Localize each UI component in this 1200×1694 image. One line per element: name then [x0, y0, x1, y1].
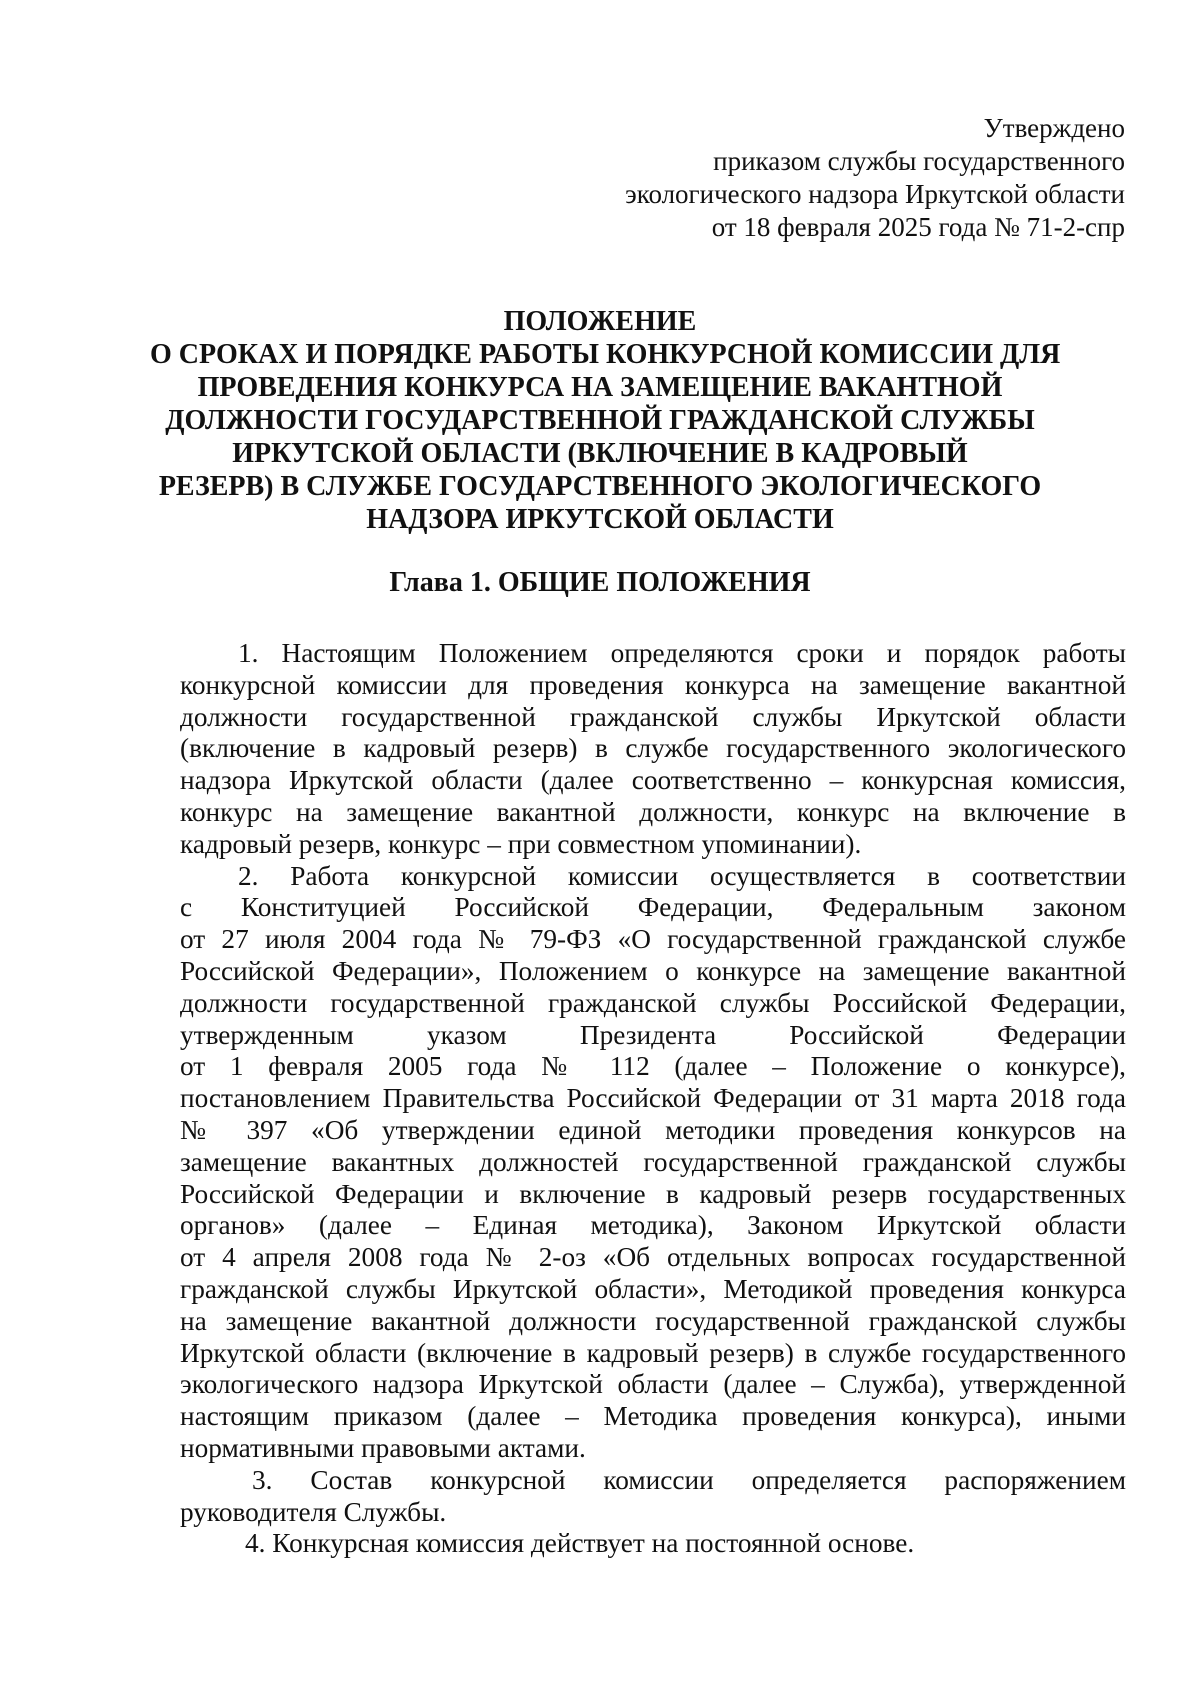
- paragraph-2-line: 2. Работа конкурсной комиссии осуществляется в соответствии: [238, 860, 1126, 891]
- approval-line: экологического надзора Иркутской области: [625, 179, 1125, 209]
- approval-line: приказом службы государственного: [713, 146, 1125, 176]
- paragraph-1-line: конкурс на замещение вакантной должности, конкурс на включение в: [180, 796, 1126, 827]
- paragraph-2-line: нормативными правовыми актами.: [180, 1432, 586, 1463]
- approval-line: Утверждено: [983, 113, 1125, 143]
- chapter-heading: Глава 1. ОБЩИЕ ПОЛОЖЕНИЯ: [389, 567, 811, 598]
- paragraph-3-line: 3. Состав конкурсной комиссии определяется распоряжением: [252, 1464, 1126, 1495]
- paragraph-1-line: надзора Иркутской области (далее соответственно – конкурсная комиссия,: [180, 765, 1126, 796]
- paragraph-1-line: (включение в кадровый резерв) в службе государственного экологического: [180, 733, 1126, 764]
- paragraph-2-line: Иркутской области (включение в кадровый резерв) в службе государственного: [180, 1337, 1126, 1368]
- paragraph-3-line: руководителя Службы.: [180, 1496, 447, 1527]
- paragraph-1-line: 1. Настоящим Положением определяются сроки и порядок работы: [238, 638, 1126, 668]
- paragraph-2-line: утвержденным указом Президента Российской Федерации: [180, 1019, 1126, 1050]
- title-line: ПРОВЕДЕНИЯ КОНКУРСА НА ЗАМЕЩЕНИЕ ВАКАНТНОЙ: [197, 372, 1003, 403]
- title-line: О СРОКАХ И ПОРЯДКЕ РАБОТЫ КОНКУРСНОЙ КОМИССИИ ДЛЯ: [150, 339, 1061, 370]
- approval-stamp: [425, 112, 1125, 244]
- paragraph-2-line: настоящим приказом (далее – Методика проведения конкурса), иными: [180, 1401, 1126, 1432]
- paragraph-2-line: от 1 февраля 2005 года № 112 (далее – Положение о конкурсе),: [180, 1051, 1126, 1082]
- title-line: ДОЛЖНОСТИ ГОСУДАРСТВЕННОЙ ГРАЖДАНСКОЙ СЛУЖБЫ: [165, 405, 1035, 436]
- paragraph-2-line: от 27 июля 2004 года № 79-ФЗ «О государственной гражданской службе: [180, 924, 1126, 955]
- document-body: [180, 638, 1126, 1560]
- approval-line: от 18 февраля 2025 года № 71-2-спр: [711, 212, 1125, 242]
- paragraph-2-line: постановлением Правительства Российской Федерации от 31 марта 2018 года: [180, 1083, 1126, 1114]
- paragraph-2-line: замещение вакантных должностей государственной гражданской службы: [180, 1146, 1126, 1177]
- paragraph-1-line: должности государственной гражданской службы Иркутской области: [180, 701, 1126, 732]
- paragraph-2-line: на замещение вакантной должности государственной гражданской службы: [180, 1305, 1126, 1336]
- title-line: ПОЛОЖЕНИЕ: [503, 306, 697, 337]
- paragraph-2-line: Российской Федерации и включение в кадровый резерв государственных: [180, 1178, 1126, 1209]
- paragraph-1-line: кадровый резерв, конкурс – при совместном упоминании).: [180, 828, 862, 859]
- title-line: ИРКУТСКОЙ ОБЛАСТИ (ВКЛЮЧЕНИЕ В КАДРОВЫЙ: [232, 438, 968, 469]
- document-title: [150, 305, 1061, 536]
- paragraph-2-line: от 4 апреля 2008 года № 2-оз «Об отдельных вопросах государственной: [180, 1242, 1126, 1273]
- paragraph-2-line: органов» (далее – Единая методика), Законом Иркутской области: [180, 1210, 1126, 1241]
- paragraph-2-line: гражданской службы Иркутской области», Методикой проведения конкурса: [180, 1273, 1126, 1304]
- paragraph-2-line: Российской Федерации», Положением о конкурсе на замещение вакантной: [180, 955, 1126, 986]
- title-line: РЕЗЕРВ) В СЛУЖБЕ ГОСУДАРСТВЕННОГО ЭКОЛОГИЧЕСКОГО: [158, 471, 1042, 502]
- paragraph-1-line: конкурсной комиссии для проведения конкурса на замещение вакантной: [180, 669, 1126, 700]
- title-line: НАДЗОРА ИРКУТСКОЙ ОБЛАСТИ: [366, 504, 834, 535]
- paragraph-4-line: 4. Конкурсная комиссия действует на постоянной основе.: [245, 1528, 915, 1559]
- paragraph-2-line: с Конституцией Российской Федерации, Федеральным законом: [180, 892, 1126, 923]
- paragraph-2-line: экологического надзора Иркутской области (далее – Служба), утвержденной: [180, 1369, 1126, 1400]
- paragraph-2-line: должности государственной гражданской службы Российской Федерации,: [180, 987, 1126, 1018]
- paragraph-2-line: № 397 «Об утверждении единой методики проведения конкурсов на: [180, 1114, 1126, 1145]
